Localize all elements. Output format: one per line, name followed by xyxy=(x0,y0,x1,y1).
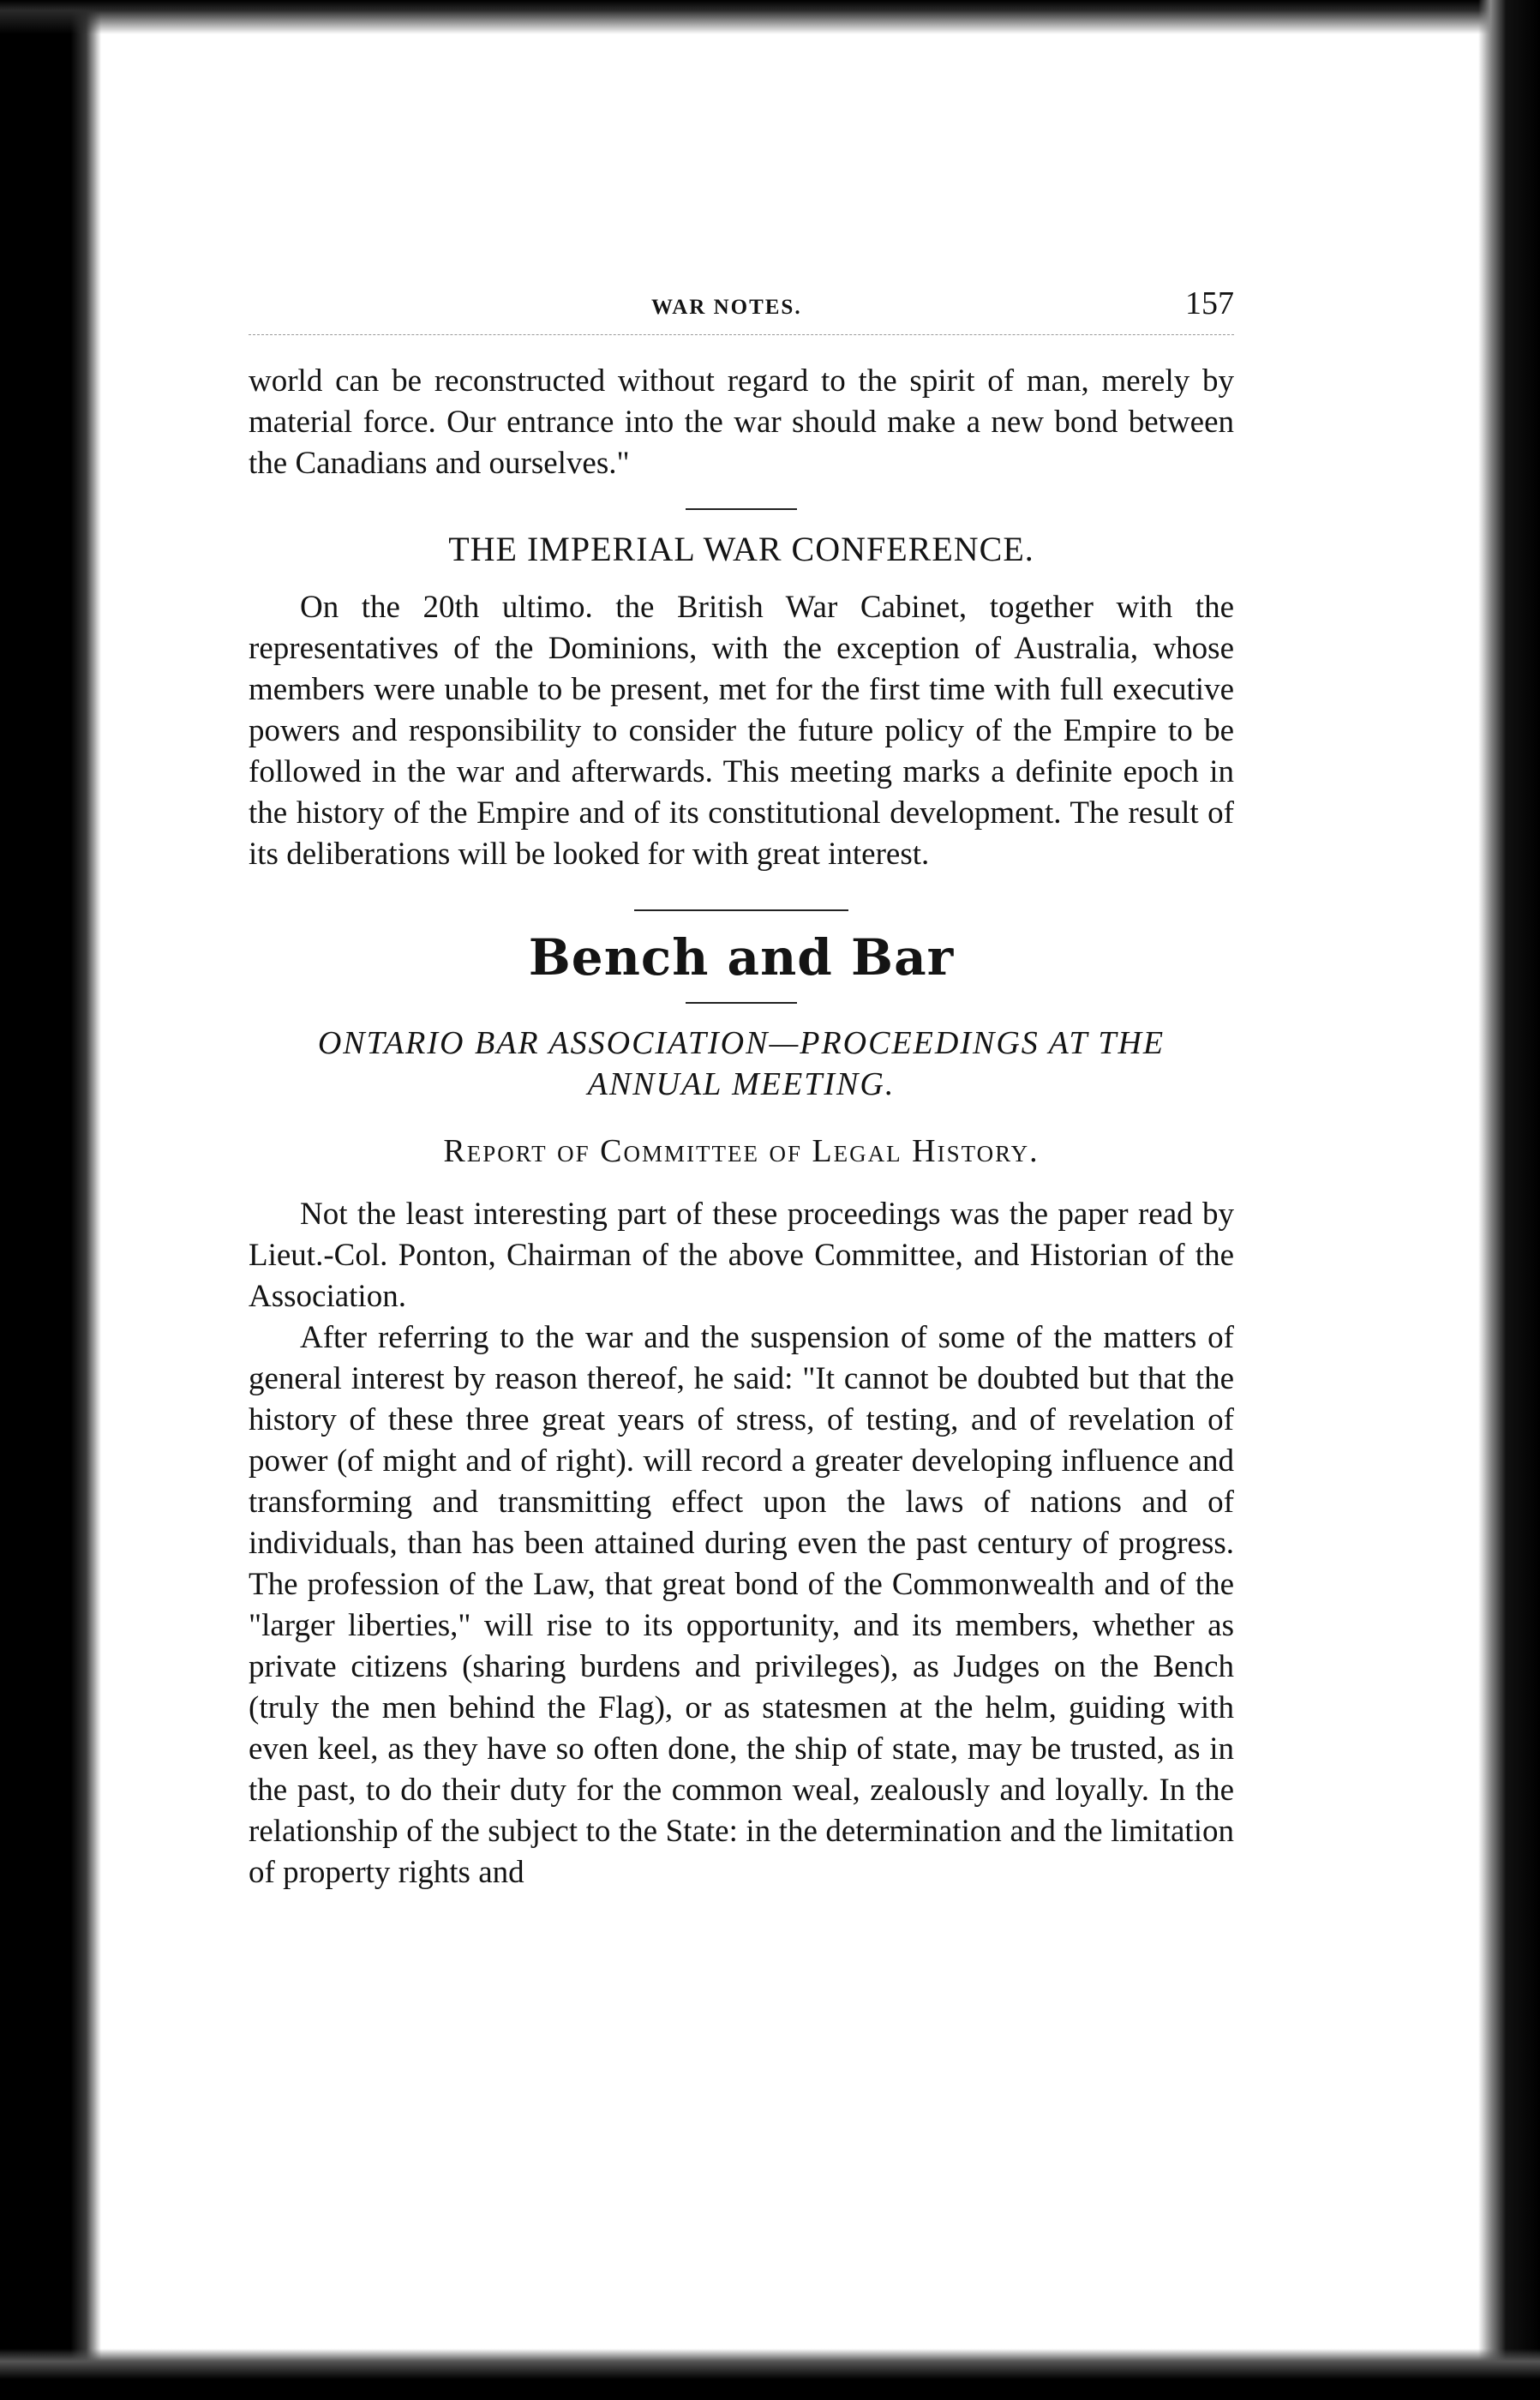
divider-rule xyxy=(686,1002,797,1004)
section-heading-imperial-war-conference: THE IMPERIAL WAR CONFERENCE. xyxy=(448,530,1034,568)
paragraph-imperial-conference: On the 20th ultimo. the British War Cabinet, together with the representatives of the Dominions, with the exception of Australia, whose members were unable to be present, met for the first time with full executive powers and responsibility to consider the future policy of the Empire to be followed in the war and afterwards. This meeting marks a definite epoch in the history of the Empire and of its constitutional development. The result of its deliberations will be looked for with great interest. xyxy=(249,590,1234,872)
book-page xyxy=(249,283,1234,1893)
scan-border-right xyxy=(1478,0,1540,2400)
scan-border-left xyxy=(0,0,101,2400)
running-head xyxy=(249,283,1234,335)
divider-rule xyxy=(686,508,797,510)
page-number: 157 xyxy=(1185,285,1234,321)
paragraph-ponton-quote: After referring to the war and the suspension of some of the matters of general interest by reason thereof, he said: "It cannot be doubted but that the history of these three great years of stress, of testing, and of revelation of power (of might and of right). will record a greater developing influence and transforming and transmitting effect upon the laws of nations and of individuals, than has been attained during even the past century of progress. The profession of the Law, that great bond of the Commonwealth and of the "larger liberties," will rise to its opportunity, and its members, whether as private citizens (sharing burdens and privileges), as Judges on the Bench (truly the men behind the Flag), or as statesmen at the helm, guiding with even keel, as they have so often done, the ship of state, may be trusted, as in the past, to do their duty for the common weal, zealously and loyally. In the relationship of the subject to the State: in the determination and the limitation of property rights and xyxy=(249,1320,1234,1890)
scan-border-bottom xyxy=(0,2349,1540,2400)
subheading-legal-history-report: Report of Committee of Legal History. xyxy=(443,1133,1040,1169)
paragraph-continued: world can be reconstructed without regard to the spirit of man, merely by material force. Our entrance into the war should make a new bond between the Canadians and ourselves." xyxy=(249,363,1234,481)
subheading-ontario-bar-association: ONTARIO BAR ASSOCIATION—PROCEEDINGS AT THE ANNUAL MEETING. xyxy=(317,1025,1165,1102)
running-title: WAR NOTES. xyxy=(651,296,802,319)
section-heading-bench-and-bar: Bench and Bar xyxy=(528,928,955,987)
paragraph-ponton-paper: Not the least interesting part of these proceedings was the paper read by Lieut.-Col. Ponton, Chairman of the above Committee, and Historian of the Association. xyxy=(249,1197,1234,1314)
divider-rule-long xyxy=(634,909,848,911)
scan-border-top xyxy=(0,0,1540,34)
